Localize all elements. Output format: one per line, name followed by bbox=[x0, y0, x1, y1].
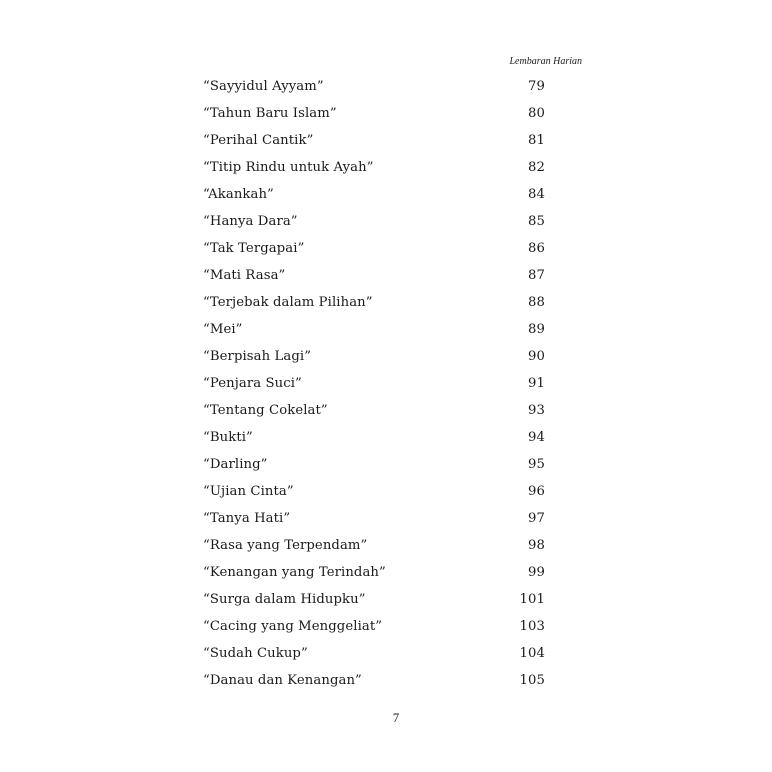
toc-entry-page: 84 bbox=[528, 187, 545, 202]
toc-entry-title: “Sudah Cukup” bbox=[203, 646, 308, 661]
toc-entry-title: “Akankah” bbox=[203, 187, 274, 202]
toc-entry-title: “Perihal Cantik” bbox=[203, 133, 314, 148]
toc-entry-page: 82 bbox=[528, 160, 545, 175]
toc-entry bbox=[203, 451, 545, 478]
table-of-contents bbox=[203, 73, 545, 694]
toc-entry-page: 96 bbox=[528, 484, 545, 499]
toc-entry bbox=[203, 100, 545, 127]
toc-entry bbox=[203, 370, 545, 397]
toc-entry-title: “Tanya Hati” bbox=[203, 511, 291, 526]
running-header: Lembaran Harian bbox=[509, 56, 582, 67]
toc-entry bbox=[203, 505, 545, 532]
toc-entry bbox=[203, 127, 545, 154]
toc-entry-title: “Sayyidul Ayyam” bbox=[203, 79, 324, 94]
toc-entry bbox=[203, 478, 545, 505]
toc-entry bbox=[203, 667, 545, 694]
toc-entry bbox=[203, 424, 545, 451]
toc-entry bbox=[203, 289, 545, 316]
toc-entry bbox=[203, 316, 545, 343]
toc-entry-title: “Rasa yang Terpendam” bbox=[203, 538, 368, 553]
toc-entry-page: 90 bbox=[528, 349, 545, 364]
toc-entry-title: “Kenangan yang Terindah” bbox=[203, 565, 386, 580]
toc-entry-page: 93 bbox=[528, 403, 545, 418]
toc-entry-title: “Darling” bbox=[203, 457, 268, 472]
toc-entry-page: 91 bbox=[528, 376, 545, 391]
toc-entry-page: 85 bbox=[528, 214, 545, 229]
toc-entry-title: “Tahun Baru Islam” bbox=[203, 106, 337, 121]
toc-entry-page: 79 bbox=[528, 79, 545, 94]
toc-entry-title: “Danau dan Kenangan” bbox=[203, 673, 362, 688]
toc-entry-page: 87 bbox=[528, 268, 545, 283]
toc-entry bbox=[203, 235, 545, 262]
toc-entry-page: 95 bbox=[528, 457, 545, 472]
toc-entry-title: “Mati Rasa” bbox=[203, 268, 286, 283]
toc-entry bbox=[203, 586, 545, 613]
toc-entry-title: “Terjebak dalam Pilihan” bbox=[203, 295, 373, 310]
toc-entry bbox=[203, 154, 545, 181]
toc-entry-page: 88 bbox=[528, 295, 545, 310]
toc-entry-page: 80 bbox=[528, 106, 545, 121]
toc-entry bbox=[203, 73, 545, 100]
toc-entry-title: “Surga dalam Hidupku” bbox=[203, 592, 366, 607]
toc-entry-page: 86 bbox=[528, 241, 545, 256]
toc-entry-title: “Cacing yang Menggeliat” bbox=[203, 619, 383, 634]
toc-entry-title: “Bukti” bbox=[203, 430, 253, 445]
toc-entry-page: 105 bbox=[519, 673, 545, 688]
toc-entry-page: 101 bbox=[519, 592, 545, 607]
toc-entry bbox=[203, 262, 545, 289]
toc-entry-page: 104 bbox=[519, 646, 545, 661]
toc-entry-page: 99 bbox=[528, 565, 545, 580]
toc-entry bbox=[203, 208, 545, 235]
toc-entry-page: 81 bbox=[528, 133, 545, 148]
toc-entry-page: 94 bbox=[528, 430, 545, 445]
toc-entry-title: “Tak Tergapai” bbox=[203, 241, 305, 256]
toc-entry bbox=[203, 559, 545, 586]
toc-entry bbox=[203, 532, 545, 559]
toc-entry bbox=[203, 640, 545, 667]
toc-entry-title: “Tentang Cokelat” bbox=[203, 403, 328, 418]
toc-entry bbox=[203, 343, 545, 370]
toc-entry-title: “Ujian Cinta” bbox=[203, 484, 294, 499]
toc-entry bbox=[203, 613, 545, 640]
toc-entry-title: “Berpisah Lagi” bbox=[203, 349, 312, 364]
toc-entry-title: “Titip Rindu untuk Ayah” bbox=[203, 160, 374, 175]
toc-entry-page: 97 bbox=[528, 511, 545, 526]
toc-entry bbox=[203, 181, 545, 208]
toc-entry-title: “Penjara Suci” bbox=[203, 376, 302, 391]
toc-entry-page: 89 bbox=[528, 322, 545, 337]
page-number: 7 bbox=[392, 710, 400, 725]
toc-entry-page: 98 bbox=[528, 538, 545, 553]
toc-entry-page: 103 bbox=[519, 619, 545, 634]
toc-entry bbox=[203, 397, 545, 424]
toc-entry-title: “Mei” bbox=[203, 322, 243, 337]
toc-entry-title: “Hanya Dara” bbox=[203, 214, 298, 229]
